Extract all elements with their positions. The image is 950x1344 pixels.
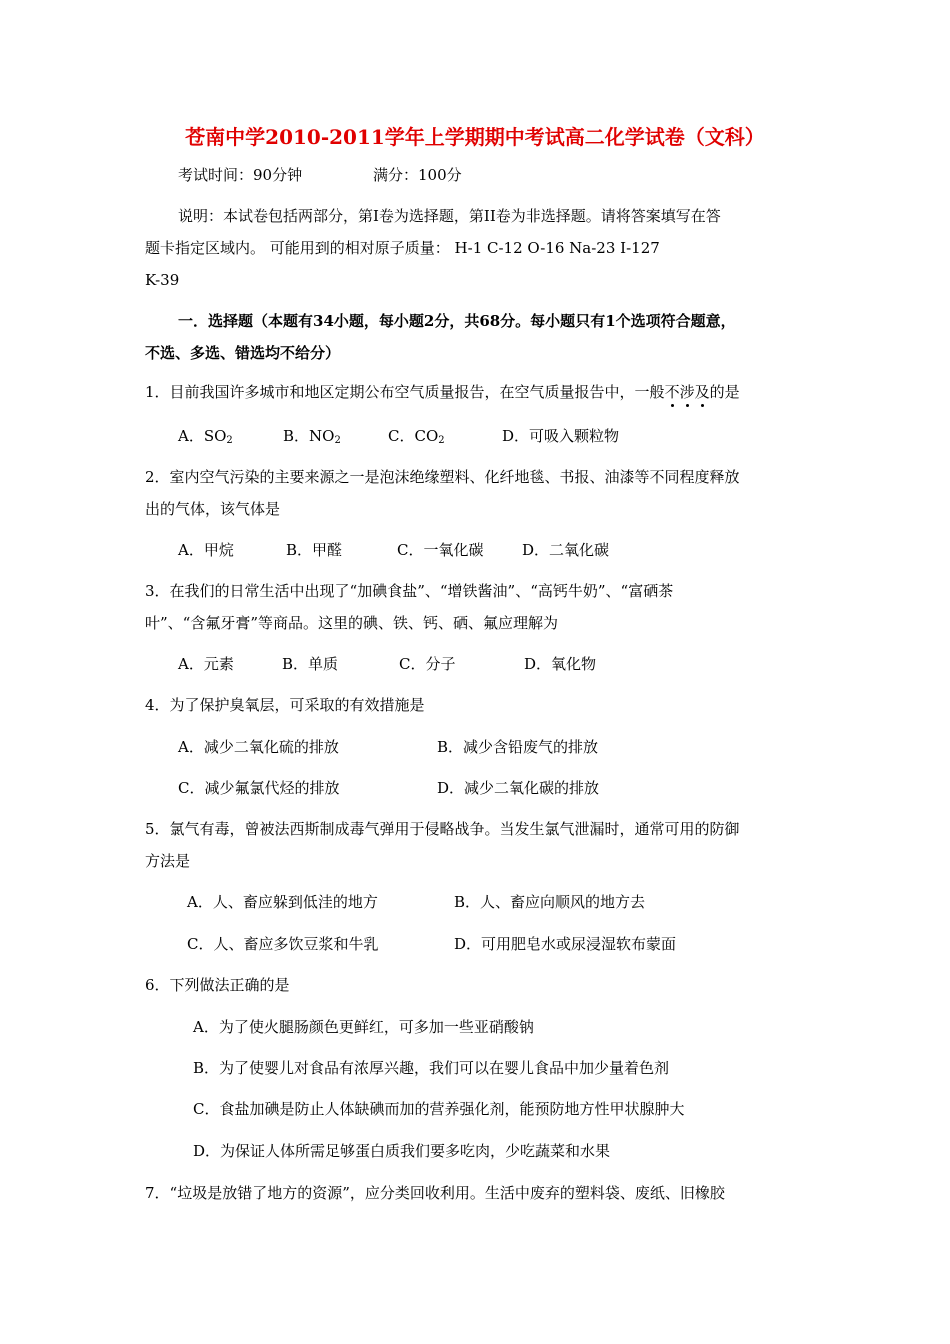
question-2-line-1: 2．室内空气污染的主要来源之一是泡沫绝缘塑料、化纤地毯、书报、油漆等不同程度释放	[145, 468, 740, 486]
section-heading-line-2: 不选、多选、错选均不给分）	[145, 344, 341, 362]
question-5-option-b: B．人、畜应向顺风的地方去	[454, 893, 646, 911]
question-3-option-a: A．元素	[178, 655, 234, 673]
exam-time: 考试时间：90分钟	[178, 166, 303, 184]
question-5-option-c: C．人、畜应多饮豆浆和牛乳	[187, 935, 379, 953]
exam-full-score: 满分：100分	[373, 166, 462, 184]
exam-title: 苍南中学2010-2011学年上学期期中考试高二化学试卷（文科）	[185, 125, 765, 149]
question-2-option-a: A．甲烷	[178, 541, 234, 559]
option-c-text: C．CO	[388, 427, 439, 445]
option-a-text: A．SO	[178, 427, 227, 445]
emphasis-char: 涉	[679, 383, 695, 401]
emphasis-char: 及	[694, 383, 710, 401]
question-3-line-2: 叶”、“含氟牙膏”等商品。这里的碘、铁、钙、硒、氟应理解为	[145, 614, 559, 632]
question-5-line-2: 方法是	[145, 852, 191, 870]
instructions-line-3: K-39	[145, 271, 180, 289]
question-5-line-1: 5．氯气有毒，曾被法西斯制成毒气弹用于侵略战争。当发生氯气泄漏时，通常可用的防御	[145, 820, 740, 838]
option-b-subscript: 2	[334, 435, 341, 446]
question-6-option-b: B．为了使婴儿对食品有浓厚兴趣，我们可以在婴儿食品中加少量着色剂	[193, 1059, 670, 1077]
question-2-option-c: C．一氧化碳	[397, 541, 484, 559]
question-1-option-c	[388, 426, 445, 446]
question-1-option-d: D．可吸入颗粒物	[502, 427, 620, 445]
question-5-option-d: D．可用肥皂水或尿浸湿软布蒙面	[454, 935, 677, 953]
question-4-option-c: C．减少氟氯代烃的排放	[178, 779, 340, 797]
question-1-option-b	[283, 426, 341, 446]
question-4-stem: 4．为了保护臭氧层，可采取的有效措施是	[145, 696, 425, 714]
question-2-option-b: B．甲醛	[286, 541, 343, 559]
option-c-subscript: 2	[438, 435, 445, 446]
question-4-option-b: B．减少含铅废气的排放	[437, 738, 599, 756]
question-5-option-a: A．人、畜应躲到低洼的地方	[187, 893, 378, 911]
option-b-text: B．NO	[283, 427, 335, 445]
question-1-stem-text: 1．目前我国许多城市和地区定期公布空气质量报告，在空气质量报告中，一般	[145, 383, 665, 401]
question-2-line-2: 出的气体，该气体是	[145, 500, 281, 518]
instructions-line-1: 说明：本试卷包括两部分，第Ⅰ卷为选择题，第II卷为非选择题。请将答案填写在答	[178, 207, 721, 225]
question-3-option-b: B．单质	[282, 655, 339, 673]
question-6-option-c: C．食盐加碘是防止人体缺碘而加的营养强化剂，能预防地方性甲状腺肿大	[193, 1100, 685, 1118]
emphasis-char: 不	[664, 383, 680, 401]
question-6-stem: 6．下列做法正确的是	[145, 976, 290, 994]
question-1-stem-end: 的是	[709, 383, 740, 401]
question-7-line-1: 7．“垃圾是放错了地方的资源”，应分类回收利用。生活中废弃的塑料袋、废纸、旧橡胶	[145, 1184, 725, 1202]
question-4-option-a: A．减少二氧化硫的排放	[178, 738, 339, 756]
section-heading-line-1: 一．选择题（本题有34小题，每小题2分，共68分。每小题只有1个选项符合题意，	[178, 312, 736, 330]
question-3-option-c: C．分子	[399, 655, 456, 673]
question-4-option-d: D．减少二氧化碳的排放	[437, 779, 600, 797]
question-3-line-1: 3．在我们的日常生活中出现了“加碘食盐”、“增铁酱油”、“高钙牛奶”、“富硒茶	[145, 582, 674, 600]
instructions-line-2: 题卡指定区域内。 可能用到的相对原子质量： H-1 C-12 O-16 Na-23 I-127	[145, 239, 660, 257]
question-3-option-d: D．氧化物	[524, 655, 597, 673]
question-1-option-a	[178, 426, 233, 446]
question-1-stem	[145, 382, 740, 402]
question-2-option-d: D．二氧化碳	[522, 541, 610, 559]
question-6-option-a: A．为了使火腿肠颜色更鲜红，可多加一些亚硝酸钠	[193, 1018, 534, 1036]
option-a-subscript: 2	[226, 435, 233, 446]
question-6-option-d: D．为保证人体所需足够蛋白质我们要多吃肉，少吃蔬菜和水果	[193, 1142, 611, 1160]
